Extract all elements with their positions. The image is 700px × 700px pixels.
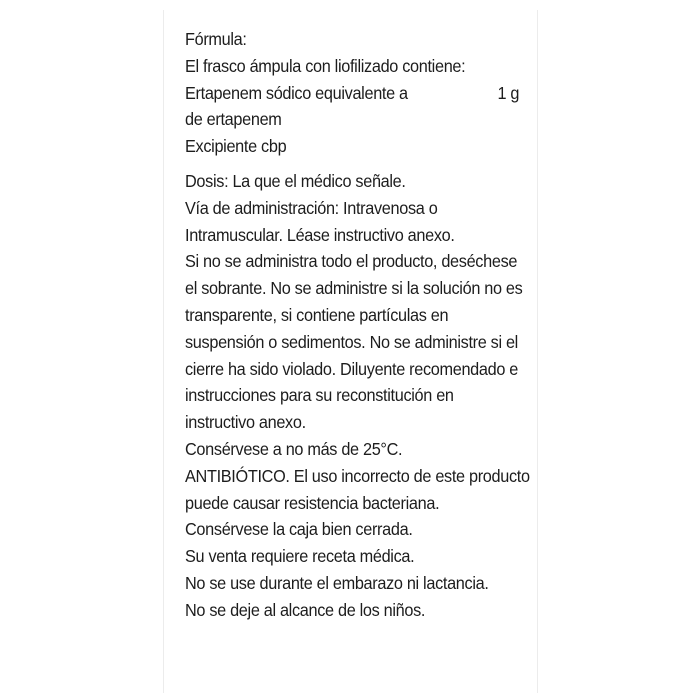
instruction-line: Consérvese la caja bien cerrada. bbox=[185, 519, 413, 540]
instruction-line: Su venta requiere receta médica. bbox=[185, 546, 415, 567]
instruction-line: ANTIBIÓTICO. El uso incorrecto de este producto bbox=[185, 465, 530, 486]
instruction-line: instrucciones para su reconstitución en bbox=[185, 385, 454, 406]
instruction-line: Si no se administra todo el producto, deséchese bbox=[185, 251, 518, 272]
formula-intro: El frasco ámpula con liofilizado contiene: bbox=[185, 55, 466, 76]
instruction-line: instructivo anexo. bbox=[185, 412, 306, 433]
ingredient-name-continued: de ertapenem bbox=[185, 109, 282, 130]
ingredient-amount: 1 g bbox=[497, 82, 520, 103]
instruction-line: cierre ha sido violado. Diluyente recomendado e bbox=[185, 358, 519, 379]
ingredient-name: Ertapenem sódico equivalente a bbox=[185, 82, 408, 103]
instruction-line: el sobrante. No se administre si la solución no es bbox=[185, 278, 523, 299]
instruction-line: transparente, si contiene partículas en bbox=[185, 304, 449, 325]
instruction-line: Intramuscular. Léase instructivo anexo. bbox=[185, 224, 455, 245]
excipient-line: Excipiente cbp bbox=[185, 136, 287, 157]
formula-heading: Fórmula: bbox=[185, 29, 247, 49]
instruction-line: Vía de administración: Intravenosa o bbox=[185, 197, 438, 218]
ingredient-row bbox=[185, 80, 520, 107]
instruction-line: Consérvese a no más de 25°C. bbox=[185, 438, 403, 459]
label-panel bbox=[163, 10, 538, 693]
instruction-line: No se use durante el embarazo ni lactancia. bbox=[185, 572, 489, 593]
instruction-line: puede causar resistencia bacteriana. bbox=[185, 492, 440, 513]
instruction-line: suspensión o sedimentos. No se administre si el bbox=[185, 331, 518, 352]
instruction-line: No se deje al alcance de los niños. bbox=[185, 599, 426, 620]
label-text bbox=[185, 26, 530, 624]
instruction-line: Dosis: La que el médico señale. bbox=[185, 170, 406, 191]
